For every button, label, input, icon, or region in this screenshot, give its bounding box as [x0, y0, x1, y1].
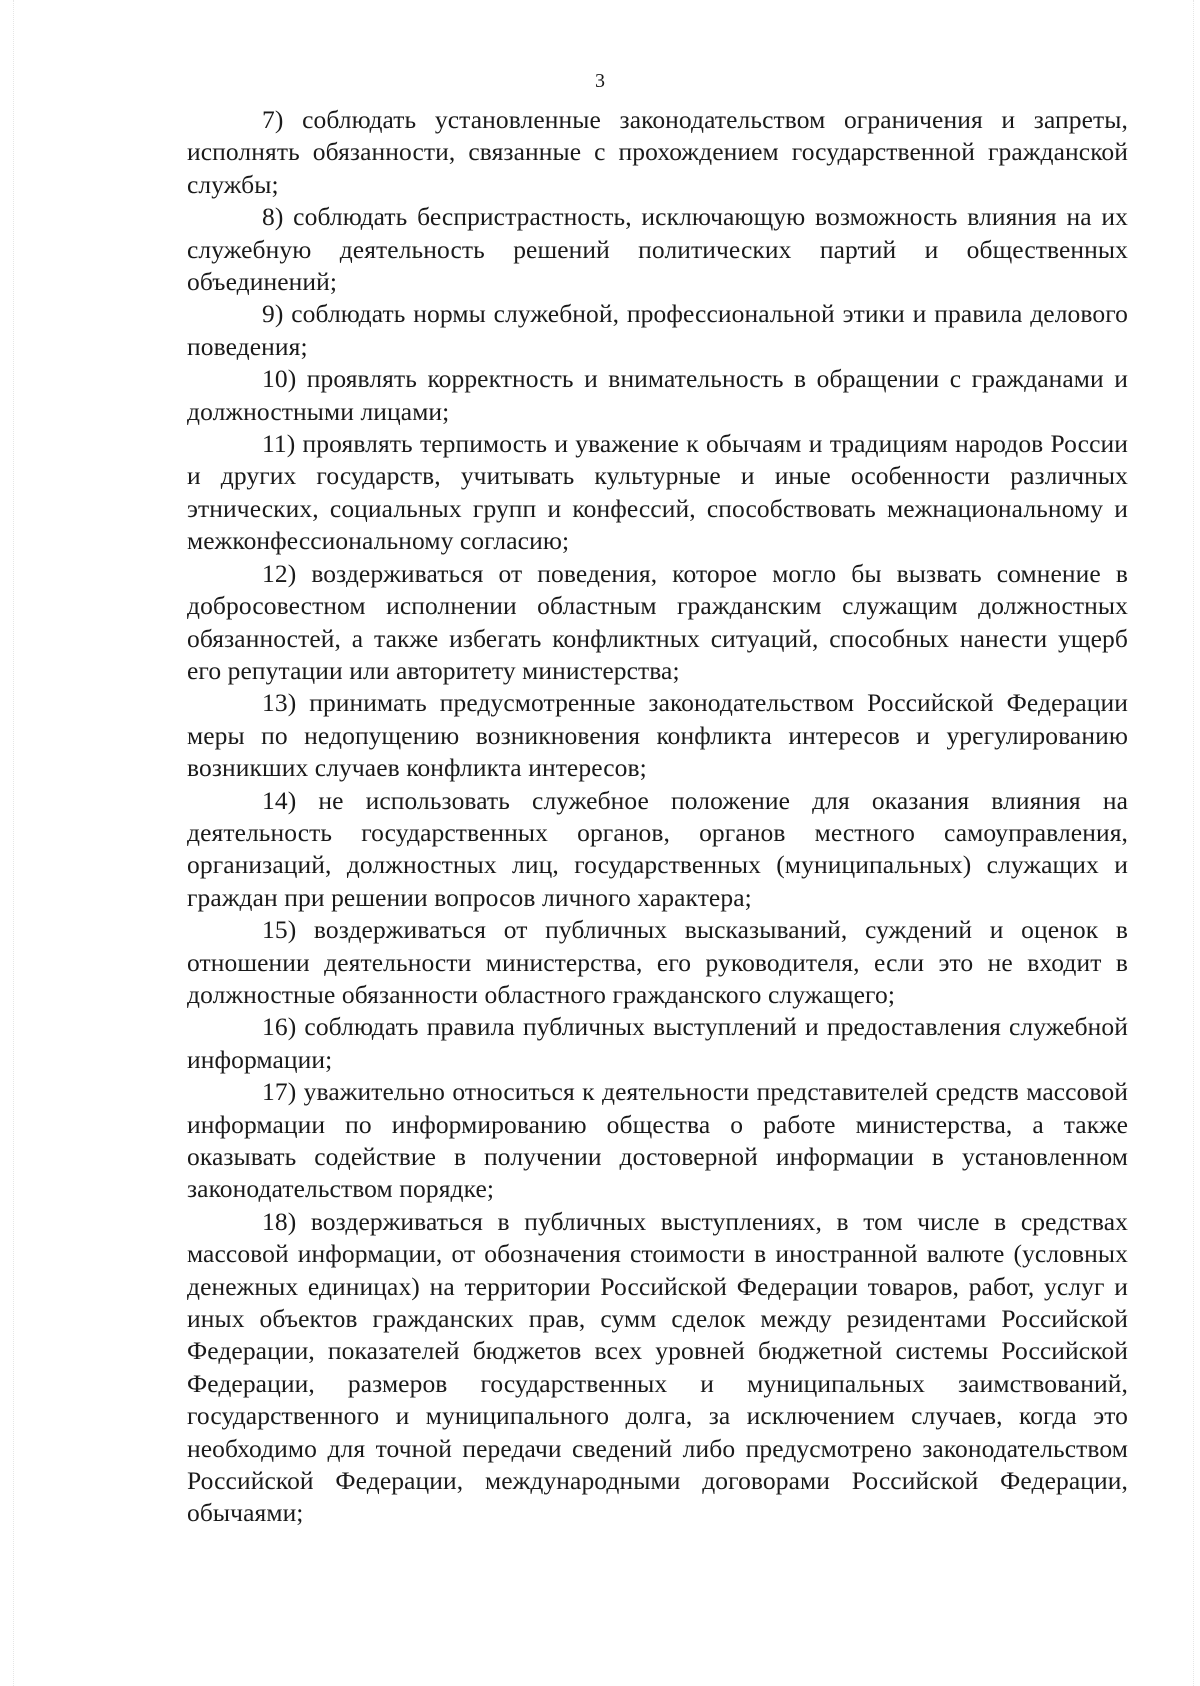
document-body — [187, 104, 1128, 1530]
paragraph-item-17: 17) уважительно относиться к деятельности представителей средств массовой информации по информированию общества о работе министерства, а также оказывать содействие в получении достоверной информации в установленном законодательством порядке; — [187, 1077, 1128, 1204]
page-number: 3 — [595, 70, 605, 92]
paragraph-item-7: 7) соблюдать установленные законодательством ограничения и запреты, исполнять обязанности, связанные с прохождением государственной гражданской службы; — [187, 105, 1128, 199]
paragraph-item-13: 13) принимать предусмотренные законодательством Российской Федерации меры по недопущению возникновения конфликта интересов и урегулированию возникших случаев конфликта интересов; — [187, 688, 1128, 783]
paragraph-item-10: 10) проявлять корректность и внимательность в обращении с гражданами и должностными лицами; — [187, 364, 1128, 426]
paragraph-item-15: 15) воздерживаться от публичных высказываний, суждений и оценок в отношении деятельности министерства, его руководителя, если это не входит в должностные обязанности областного гражданского служащего; — [187, 915, 1128, 1009]
paragraph-item-8: 8) соблюдать беспристрастность, исключающую возможность влияния на их служебную деятельность решений политических партий и общественных объединений; — [187, 202, 1128, 297]
paragraph-item-14: 14) не использовать служебное положение для оказания влияния на деятельность государственных органов, органов местного самоуправления, организаций, должностных лиц, государственных (муниципальных) служащих и граждан при решении вопросов личного характера; — [187, 785, 1128, 912]
scan-edge-right — [1193, 0, 1194, 1686]
scan-edge-left — [13, 0, 14, 1686]
paragraph-item-9: 9) соблюдать нормы служебной, профессиональной этики и правила делового поведения; — [187, 299, 1128, 361]
paragraph-item-16: 16) соблюдать правила публичных выступлений и предоставления служебной информации; — [187, 1012, 1128, 1074]
paragraph-item-18: 18) воздерживаться в публичных выступлениях, в том числе в средствах массовой информации, от обозначения стоимости в иностранной валюте (условных денежных единицах) на территории Российской Федерации товаров, работ, услуг и иных объектов гражданских прав, сумм сделок между резидентами Российской Федерации, показателей бюджетов всех уровней бюджетной системы Российской Федерации, размеров государственных и муниципальных заимствований, государственного и муниципального долга, за исключением случаев, когда это необходимо для точной передачи сведений либо предусмотрено законодательством Российской Федерации, международными договорами Российской Федерации, обычаями; — [187, 1206, 1128, 1528]
paragraph-item-12: 12) воздерживаться от поведения, которое могло бы вызвать сомнение в добросовестном исполнении областным гражданским служащим должностных обязанностей, а также избегать конфликтных ситуаций, способных нанести ущерб его репутации или авторитету министерства; — [187, 558, 1128, 685]
paragraph-item-11: 11) проявлять терпимость и уважение к обычаям и традициям народов России и других государств, учитывать культурные и иные особенности различных этнических, социальных групп и конфессий, способствовать межнациональному и межконфессиональному согласию; — [187, 429, 1128, 556]
